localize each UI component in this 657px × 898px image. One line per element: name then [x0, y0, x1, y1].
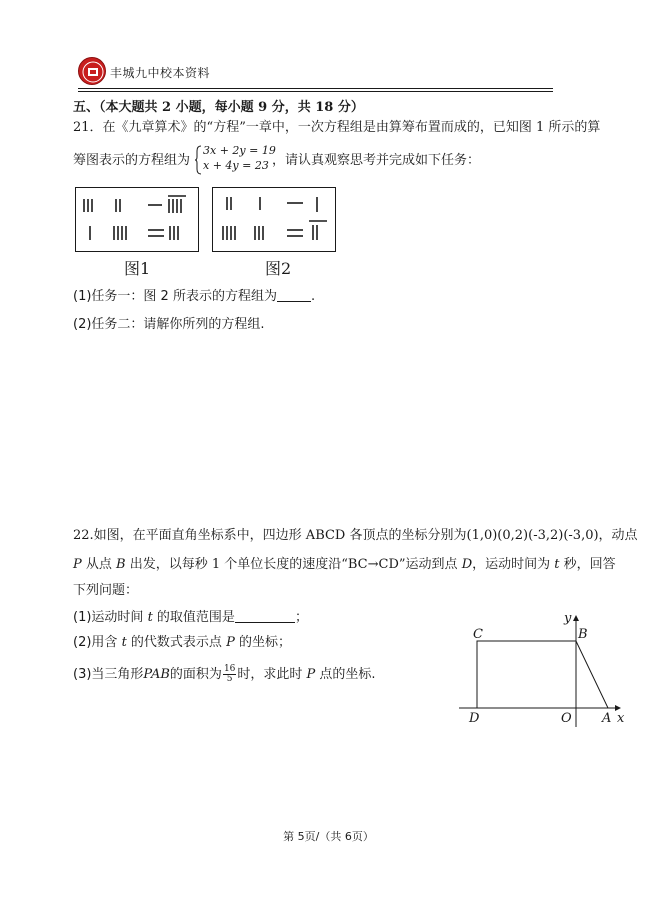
- fraction-16-5: $\frac{16}{5}$: [223, 664, 236, 684]
- label-y: y: [564, 611, 572, 626]
- q21-line2: 筹图表示的方程组为: [73, 153, 191, 168]
- section-title: 五、（本大题共 2 小题，每小题 9 分，共 18 分）: [73, 100, 364, 115]
- label-B: B: [578, 627, 588, 642]
- q22-sub1: (1)运动时间 t 的取值范围是 ；: [73, 610, 308, 625]
- q21-line2-after: ，请认真观察思考并完成如下任务：: [272, 153, 481, 168]
- label-A: A: [602, 711, 612, 726]
- quadrilateral-abcd: [477, 641, 608, 708]
- q21-task2: (2)任务二：请解你所列的方程组.: [73, 317, 265, 332]
- q22-sub3: (3)当三角形PAB的面积为 $\frac{16}{5}$ 时，求此时 P 点的坐标.: [73, 664, 376, 684]
- counting-rod-figure-1: [75, 187, 199, 252]
- q21-line1: 21．在《九章算术》的“方程”一章中，一次方程组是由算筹布置而成的，已知图 1 所示的算: [73, 120, 601, 135]
- counting-rod-figure-2: [212, 187, 336, 252]
- q22-line1: 22.如图，在平面直角坐标系中，四边形 ABCD 各顶点的坐标分别为(1,0)(0,2)(-3,2)(-3,0)，动点: [73, 528, 638, 543]
- figure-2-caption: 图2: [265, 259, 292, 278]
- equation-2: x + 4y = 23: [203, 159, 269, 172]
- q21-task1: (1)任务一：图 2 所表示的方程组为 .: [73, 289, 316, 304]
- brace-icon: [194, 145, 202, 175]
- equation-1: 3x + 2y = 19: [203, 144, 276, 157]
- label-D: D: [469, 711, 480, 726]
- label-O: O: [561, 711, 572, 726]
- figure-1-caption: 图1: [124, 259, 151, 278]
- q22-line2: P 从点 B 出发，以每秒 1 个单位长度的速度沿“BC→CD”运动到点 D，运动时间为 t 秒，回答: [73, 557, 616, 572]
- label-C: C: [473, 627, 483, 642]
- school-name: 丰城九中校本资料: [110, 66, 211, 80]
- page-footer: 第 5页/（共 6页）: [283, 830, 374, 843]
- q22-sub2: (2)用含 t 的代数式表示点 P 的坐标；: [73, 635, 291, 650]
- coordinate-graph: [455, 606, 635, 728]
- answer-blank: [277, 289, 311, 302]
- school-logo: [78, 57, 106, 85]
- header-rule: [78, 91, 553, 92]
- label-x: x: [617, 711, 625, 726]
- q22-line3: 下列问题：: [73, 583, 139, 598]
- header-rule: [78, 88, 553, 89]
- answer-blank: [235, 610, 295, 623]
